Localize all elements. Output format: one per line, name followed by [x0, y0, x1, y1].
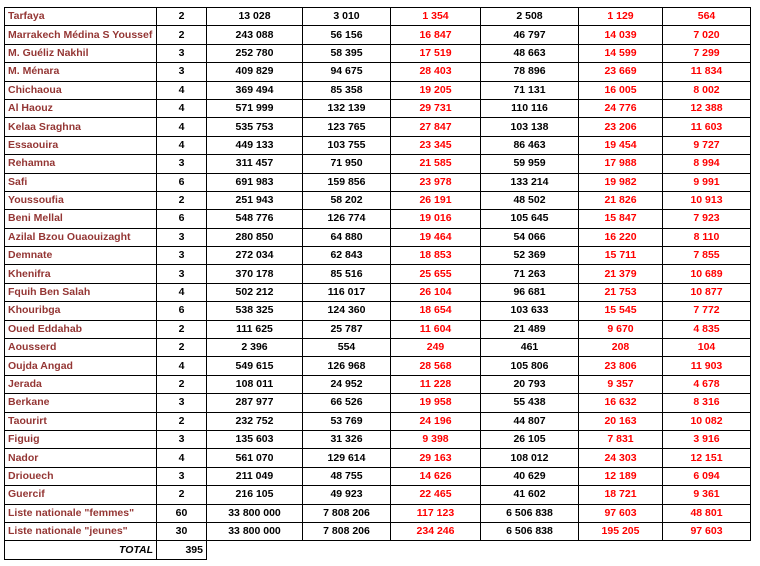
row-value-3: 29 163 — [391, 449, 481, 467]
table-row — [5, 99, 751, 117]
table-row — [5, 302, 751, 320]
row-value-3: 9 398 — [391, 430, 481, 448]
row-value-5: 19 454 — [579, 136, 663, 154]
row-name: Fquih Ben Salah — [5, 283, 157, 301]
row-value-2: 48 755 — [303, 467, 391, 485]
row-value-3: 25 655 — [391, 265, 481, 283]
row-value-5: 20 163 — [579, 412, 663, 430]
row-seats: 3 — [157, 63, 207, 81]
table-row — [5, 191, 751, 209]
row-seats: 4 — [157, 449, 207, 467]
row-value-4: 96 681 — [481, 283, 579, 301]
row-value-2: 159 856 — [303, 173, 391, 191]
row-value-2: 126 968 — [303, 357, 391, 375]
table-row — [5, 8, 751, 26]
table-row — [5, 339, 751, 357]
row-value-5: 16 632 — [579, 394, 663, 412]
row-value-2: 62 843 — [303, 247, 391, 265]
row-seats: 3 — [157, 247, 207, 265]
row-value-5: 97 603 — [579, 504, 663, 522]
row-value-5: 14 599 — [579, 44, 663, 62]
table-body — [5, 8, 751, 560]
table-row — [5, 63, 751, 81]
row-name: Safi — [5, 173, 157, 191]
table-row — [5, 173, 751, 191]
row-value-4: 59 959 — [481, 155, 579, 173]
row-value-5: 17 988 — [579, 155, 663, 173]
row-value-4: 103 633 — [481, 302, 579, 320]
row-seats: 4 — [157, 118, 207, 136]
row-value-2: 56 156 — [303, 26, 391, 44]
row-name: Khenifra — [5, 265, 157, 283]
row-value-2: 94 675 — [303, 63, 391, 81]
row-value-3: 19 205 — [391, 81, 481, 99]
row-value-5: 208 — [579, 339, 663, 357]
row-value-2: 49 923 — [303, 486, 391, 504]
row-value-5: 19 982 — [579, 173, 663, 191]
row-value-3: 19 464 — [391, 228, 481, 246]
row-value-1: 691 983 — [207, 173, 303, 191]
row-value-3: 28 568 — [391, 357, 481, 375]
row-value-4: 20 793 — [481, 375, 579, 393]
row-seats: 2 — [157, 486, 207, 504]
row-value-5: 23 669 — [579, 63, 663, 81]
row-value-1: 232 752 — [207, 412, 303, 430]
table-row — [5, 247, 751, 265]
row-value-3: 11 604 — [391, 320, 481, 338]
row-value-5: 21 379 — [579, 265, 663, 283]
row-seats: 3 — [157, 265, 207, 283]
row-value-2: 85 516 — [303, 265, 391, 283]
empty-cell — [481, 541, 579, 559]
row-value-4: 461 — [481, 339, 579, 357]
row-value-1: 243 088 — [207, 26, 303, 44]
row-name: Guercif — [5, 486, 157, 504]
row-name: Beni Mellal — [5, 210, 157, 228]
row-value-2: 132 139 — [303, 99, 391, 117]
row-value-2: 7 808 206 — [303, 522, 391, 540]
row-seats: 3 — [157, 467, 207, 485]
row-value-3: 26 191 — [391, 191, 481, 209]
table-row — [5, 155, 751, 173]
row-name: Taourirt — [5, 412, 157, 430]
row-value-2: 24 952 — [303, 375, 391, 393]
data-table — [4, 7, 751, 560]
row-value-1: 548 776 — [207, 210, 303, 228]
row-value-2: 58 202 — [303, 191, 391, 209]
row-value-1: 108 011 — [207, 375, 303, 393]
row-seats: 6 — [157, 210, 207, 228]
row-name: Marrakech Médina S Youssef — [5, 26, 157, 44]
row-value-2: 58 395 — [303, 44, 391, 62]
row-seats: 2 — [157, 375, 207, 393]
row-value-5: 15 545 — [579, 302, 663, 320]
row-seats: 2 — [157, 339, 207, 357]
row-value-3: 28 403 — [391, 63, 481, 81]
row-value-3: 23 345 — [391, 136, 481, 154]
table-row — [5, 283, 751, 301]
row-value-5: 21 753 — [579, 283, 663, 301]
row-seats: 4 — [157, 136, 207, 154]
row-value-6: 97 603 — [663, 522, 751, 540]
row-value-3: 23 978 — [391, 173, 481, 191]
row-value-2: 116 017 — [303, 283, 391, 301]
empty-cell — [391, 541, 481, 559]
row-value-3: 17 519 — [391, 44, 481, 62]
row-seats: 30 — [157, 522, 207, 540]
row-value-3: 14 626 — [391, 467, 481, 485]
row-value-5: 21 826 — [579, 191, 663, 209]
row-value-6: 10 689 — [663, 265, 751, 283]
row-name: Nador — [5, 449, 157, 467]
row-value-4: 103 138 — [481, 118, 579, 136]
row-value-2: 103 755 — [303, 136, 391, 154]
row-value-3: 19 958 — [391, 394, 481, 412]
row-value-5: 12 189 — [579, 467, 663, 485]
row-value-4: 71 263 — [481, 265, 579, 283]
table-row — [5, 467, 751, 485]
row-seats: 3 — [157, 155, 207, 173]
table-row — [5, 265, 751, 283]
table-row — [5, 522, 751, 540]
row-value-1: 449 133 — [207, 136, 303, 154]
row-value-4: 2 508 — [481, 8, 579, 26]
table-row — [5, 412, 751, 430]
row-value-2: 53 769 — [303, 412, 391, 430]
row-value-3: 21 585 — [391, 155, 481, 173]
row-value-1: 216 105 — [207, 486, 303, 504]
row-value-4: 41 602 — [481, 486, 579, 504]
row-value-6: 7 923 — [663, 210, 751, 228]
row-seats: 3 — [157, 44, 207, 62]
row-value-4: 46 797 — [481, 26, 579, 44]
total-value: 395 — [157, 541, 207, 559]
row-value-6: 11 834 — [663, 63, 751, 81]
row-value-1: 287 977 — [207, 394, 303, 412]
row-value-4: 48 663 — [481, 44, 579, 62]
total-label: TOTAL — [5, 541, 157, 559]
row-value-3: 11 228 — [391, 375, 481, 393]
row-value-2: 31 326 — [303, 430, 391, 448]
row-value-1: 370 178 — [207, 265, 303, 283]
row-value-1: 252 780 — [207, 44, 303, 62]
empty-cell — [663, 541, 751, 559]
row-value-6: 11 603 — [663, 118, 751, 136]
row-value-2: 25 787 — [303, 320, 391, 338]
row-value-1: 135 603 — [207, 430, 303, 448]
row-seats: 2 — [157, 412, 207, 430]
row-value-1: 409 829 — [207, 63, 303, 81]
row-value-6: 6 094 — [663, 467, 751, 485]
row-value-6: 7 020 — [663, 26, 751, 44]
row-value-1: 549 615 — [207, 357, 303, 375]
row-value-4: 86 463 — [481, 136, 579, 154]
row-value-2: 7 808 206 — [303, 504, 391, 522]
row-value-4: 48 502 — [481, 191, 579, 209]
row-seats: 2 — [157, 191, 207, 209]
row-value-3: 18 853 — [391, 247, 481, 265]
row-name: Jerada — [5, 375, 157, 393]
row-name: Youssoufia — [5, 191, 157, 209]
row-value-1: 251 943 — [207, 191, 303, 209]
row-value-2: 126 774 — [303, 210, 391, 228]
row-value-5: 7 831 — [579, 430, 663, 448]
row-value-4: 6 506 838 — [481, 522, 579, 540]
row-name: M. Guéliz Nakhil — [5, 44, 157, 62]
row-value-5: 23 206 — [579, 118, 663, 136]
row-seats: 6 — [157, 173, 207, 191]
row-value-1: 272 034 — [207, 247, 303, 265]
row-value-6: 104 — [663, 339, 751, 357]
row-value-6: 10 082 — [663, 412, 751, 430]
table-row — [5, 430, 751, 448]
row-name: Berkane — [5, 394, 157, 412]
row-value-4: 21 489 — [481, 320, 579, 338]
row-value-3: 249 — [391, 339, 481, 357]
row-value-3: 19 016 — [391, 210, 481, 228]
row-value-6: 10 877 — [663, 283, 751, 301]
row-value-6: 12 388 — [663, 99, 751, 117]
row-value-5: 24 776 — [579, 99, 663, 117]
row-value-6: 7 299 — [663, 44, 751, 62]
row-value-6: 9 991 — [663, 173, 751, 191]
row-value-3: 1 354 — [391, 8, 481, 26]
row-value-5: 24 303 — [579, 449, 663, 467]
row-value-4: 71 131 — [481, 81, 579, 99]
row-value-1: 502 212 — [207, 283, 303, 301]
row-value-2: 85 358 — [303, 81, 391, 99]
row-value-5: 16 005 — [579, 81, 663, 99]
row-value-3: 234 246 — [391, 522, 481, 540]
row-name: Oujda Angad — [5, 357, 157, 375]
row-value-1: 280 850 — [207, 228, 303, 246]
row-value-2: 71 950 — [303, 155, 391, 173]
row-name: Figuig — [5, 430, 157, 448]
row-value-6: 9 727 — [663, 136, 751, 154]
row-value-2: 64 880 — [303, 228, 391, 246]
table-row — [5, 44, 751, 62]
row-value-6: 8 002 — [663, 81, 751, 99]
row-value-4: 6 506 838 — [481, 504, 579, 522]
row-name: Demnate — [5, 247, 157, 265]
table-row — [5, 486, 751, 504]
row-value-6: 4 678 — [663, 375, 751, 393]
row-seats: 4 — [157, 283, 207, 301]
row-name: M. Ménara — [5, 63, 157, 81]
row-value-1: 2 396 — [207, 339, 303, 357]
row-value-4: 40 629 — [481, 467, 579, 485]
table-row — [5, 320, 751, 338]
row-value-5: 9 670 — [579, 320, 663, 338]
row-value-3: 24 196 — [391, 412, 481, 430]
row-value-5: 23 806 — [579, 357, 663, 375]
row-value-5: 15 847 — [579, 210, 663, 228]
row-value-1: 211 049 — [207, 467, 303, 485]
row-value-6: 10 913 — [663, 191, 751, 209]
row-value-5: 18 721 — [579, 486, 663, 504]
row-name: Liste nationale "femmes" — [5, 504, 157, 522]
row-value-2: 3 010 — [303, 8, 391, 26]
row-value-2: 123 765 — [303, 118, 391, 136]
row-name: Driouech — [5, 467, 157, 485]
row-value-4: 110 116 — [481, 99, 579, 117]
row-seats: 2 — [157, 8, 207, 26]
row-name: Rehamna — [5, 155, 157, 173]
row-seats: 60 — [157, 504, 207, 522]
row-name: Oued Eddahab — [5, 320, 157, 338]
row-name: Kelaa Sraghna — [5, 118, 157, 136]
row-value-4: 44 807 — [481, 412, 579, 430]
table-row — [5, 375, 751, 393]
row-value-1: 13 028 — [207, 8, 303, 26]
row-value-4: 133 214 — [481, 173, 579, 191]
row-seats: 2 — [157, 26, 207, 44]
row-value-6: 9 361 — [663, 486, 751, 504]
row-seats: 4 — [157, 357, 207, 375]
empty-cell — [303, 541, 391, 559]
row-value-6: 564 — [663, 8, 751, 26]
row-value-3: 27 847 — [391, 118, 481, 136]
row-name: Azilal Bzou Ouaouizaght — [5, 228, 157, 246]
total-row — [5, 541, 751, 559]
table-row — [5, 504, 751, 522]
row-value-4: 54 066 — [481, 228, 579, 246]
row-seats: 3 — [157, 228, 207, 246]
row-name: Tarfaya — [5, 8, 157, 26]
row-value-6: 8 110 — [663, 228, 751, 246]
row-value-4: 26 105 — [481, 430, 579, 448]
row-value-6: 7 855 — [663, 247, 751, 265]
row-value-4: 78 896 — [481, 63, 579, 81]
row-value-5: 14 039 — [579, 26, 663, 44]
row-value-1: 311 457 — [207, 155, 303, 173]
row-name: Essaouira — [5, 136, 157, 154]
row-value-1: 561 070 — [207, 449, 303, 467]
table-row — [5, 357, 751, 375]
row-value-4: 105 645 — [481, 210, 579, 228]
row-value-1: 111 625 — [207, 320, 303, 338]
row-value-6: 8 994 — [663, 155, 751, 173]
row-seats: 3 — [157, 430, 207, 448]
table-row — [5, 136, 751, 154]
row-value-1: 33 800 000 — [207, 504, 303, 522]
row-name: Al Haouz — [5, 99, 157, 117]
row-value-5: 15 711 — [579, 247, 663, 265]
row-value-3: 16 847 — [391, 26, 481, 44]
empty-cell — [579, 541, 663, 559]
row-value-3: 117 123 — [391, 504, 481, 522]
row-name: Khouribga — [5, 302, 157, 320]
table-row — [5, 81, 751, 99]
row-value-6: 7 772 — [663, 302, 751, 320]
table-row — [5, 26, 751, 44]
table-row — [5, 210, 751, 228]
row-value-1: 538 325 — [207, 302, 303, 320]
row-value-6: 12 151 — [663, 449, 751, 467]
row-value-1: 369 494 — [207, 81, 303, 99]
table-row — [5, 118, 751, 136]
row-seats: 3 — [157, 394, 207, 412]
row-value-5: 195 205 — [579, 522, 663, 540]
row-value-2: 124 360 — [303, 302, 391, 320]
row-seats: 4 — [157, 99, 207, 117]
row-value-1: 33 800 000 — [207, 522, 303, 540]
row-value-5: 16 220 — [579, 228, 663, 246]
row-value-6: 8 316 — [663, 394, 751, 412]
table-row — [5, 449, 751, 467]
row-name: Liste nationale "jeunes" — [5, 522, 157, 540]
row-value-6: 48 801 — [663, 504, 751, 522]
row-seats: 4 — [157, 81, 207, 99]
row-value-3: 26 104 — [391, 283, 481, 301]
row-value-3: 18 654 — [391, 302, 481, 320]
row-seats: 6 — [157, 302, 207, 320]
row-value-2: 129 614 — [303, 449, 391, 467]
row-value-3: 22 465 — [391, 486, 481, 504]
row-value-2: 66 526 — [303, 394, 391, 412]
row-value-1: 571 999 — [207, 99, 303, 117]
row-value-3: 29 731 — [391, 99, 481, 117]
row-value-5: 9 357 — [579, 375, 663, 393]
row-value-6: 3 916 — [663, 430, 751, 448]
row-value-6: 4 835 — [663, 320, 751, 338]
table-row — [5, 228, 751, 246]
row-value-4: 55 438 — [481, 394, 579, 412]
row-name: Aousserd — [5, 339, 157, 357]
row-name: Chichaoua — [5, 81, 157, 99]
row-value-2: 554 — [303, 339, 391, 357]
row-value-1: 535 753 — [207, 118, 303, 136]
row-value-4: 105 806 — [481, 357, 579, 375]
row-value-4: 52 369 — [481, 247, 579, 265]
empty-cell — [207, 541, 303, 559]
row-value-5: 1 129 — [579, 8, 663, 26]
row-value-6: 11 903 — [663, 357, 751, 375]
row-seats: 2 — [157, 320, 207, 338]
table-row — [5, 394, 751, 412]
row-value-4: 108 012 — [481, 449, 579, 467]
